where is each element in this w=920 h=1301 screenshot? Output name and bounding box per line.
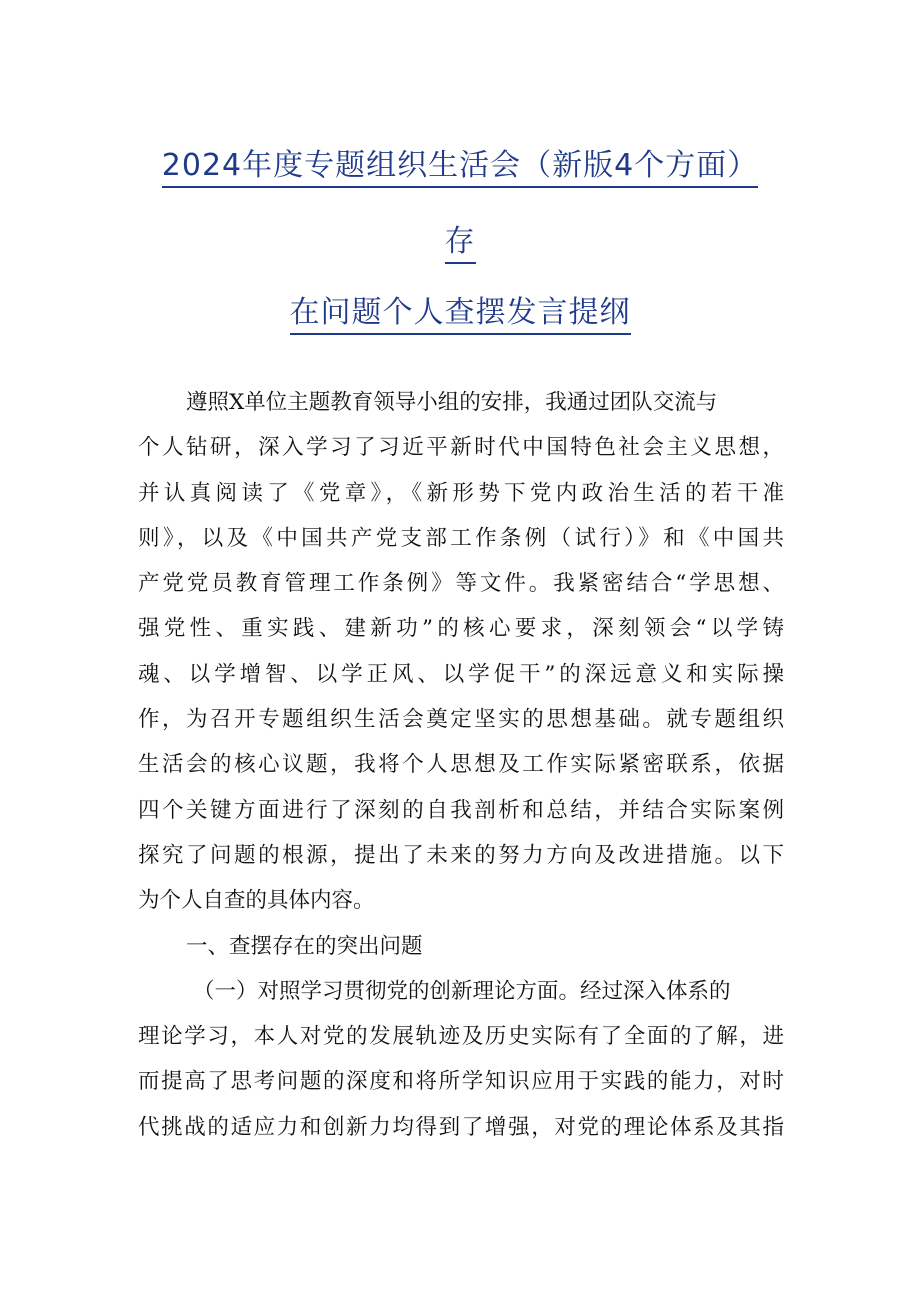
- intro-line: 四个关键方面进行了深刻的自我剖析和总结，并结合实际案例: [138, 797, 784, 823]
- document-title-line-3: [0, 287, 920, 335]
- intro-line: 遵照X单位主题教育领导小组的安排，我通过团队交流与: [186, 390, 718, 415]
- intro-line: 产党党员教育管理工作条例》等文件。我紧密结合“学思想、: [138, 571, 784, 597]
- intro-line: 为个人自查的具体内容。: [138, 888, 375, 914]
- intro-line: 个人钻研，深入学习了习近平新时代中国特色社会主义思想，: [138, 435, 784, 461]
- document-title-line-2: [0, 216, 920, 264]
- intro-line: 强党性、重实践、建新功”的核心要求，深刻领会“以学铸: [138, 616, 784, 642]
- intro-line: 生活会的核心议题，我将个人思想及工作实际紧密联系，依据: [138, 752, 784, 778]
- intro-line: 魂、以学增智、以学正风、以学促干”的深远意义和实际操: [138, 661, 784, 687]
- title-text-2: 存: [445, 216, 476, 264]
- intro-line: 探究了问题的根源，提出了未来的努力方向及改进措施。以下: [138, 842, 784, 868]
- intro-line: 则》，以及《中国共产党支部工作条例（试行）》和《中国共: [138, 525, 784, 551]
- title-text-1: 2024年度专题组织生活会（新版4个方面）: [162, 140, 758, 188]
- document-title-line-1: [0, 140, 920, 188]
- section-paragraph-line: （一）对照学习贯彻党的创新理论方面。经过深入体系的: [193, 978, 731, 1004]
- section-heading: 一、查摆存在的突出问题: [186, 933, 423, 959]
- intro-line: 作，为召开专题组织生活会奠定坚实的思想基础。就专题组织: [138, 707, 784, 733]
- title-text-3: 在问题个人查摆发言提纲: [290, 287, 631, 335]
- section-paragraph-line: 理论学习，本人对党的发展轨迹及历史实际有了全面的了解，进: [138, 1024, 784, 1050]
- section-paragraph-line: 代挑战的适应力和创新力均得到了增强，对党的理论体系及其指: [138, 1114, 784, 1140]
- section-paragraph-line: 而提高了思考问题的深度和将所学知识应用于实践的能力，对时: [138, 1069, 784, 1095]
- document-body: [138, 380, 784, 1150]
- intro-line: 并认真阅读了《党章》，《新形势下党内政治生活的若干准: [138, 480, 784, 506]
